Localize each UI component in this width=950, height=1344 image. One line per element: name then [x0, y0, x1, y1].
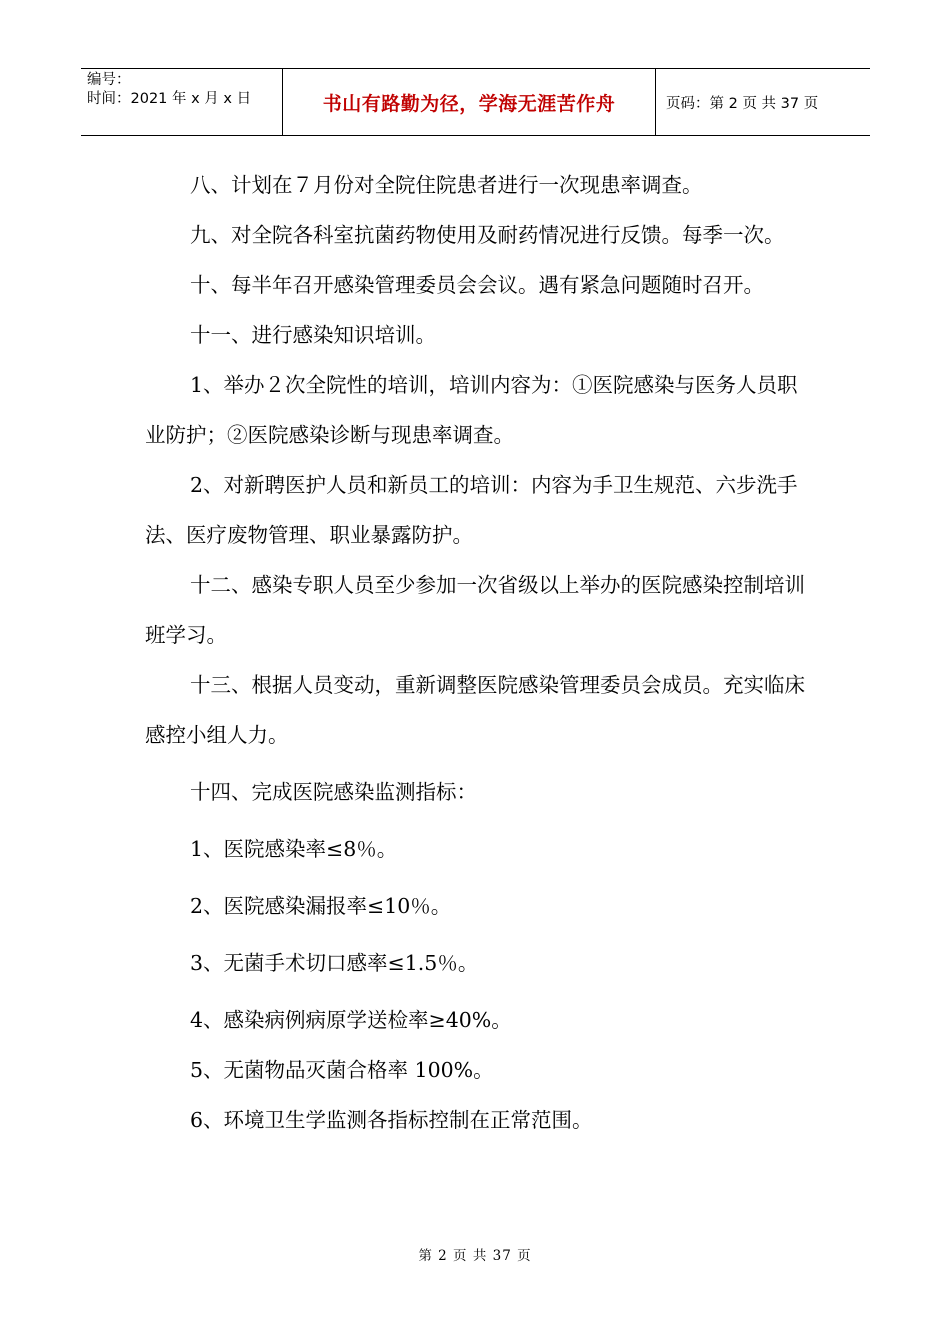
paragraph: 八、计划在７月份对全院住院患者进行一次现患率调查。: [190, 173, 703, 197]
header-page-info: 页码：第 2 页 共 37 页: [666, 95, 819, 112]
paragraph: 4、感染病例病原学送检率≥40%。: [190, 1008, 512, 1032]
header-motto-cell: [283, 69, 656, 135]
paragraph: 九、对全院各科室抗菌药物使用及耐药情况进行反馈。每季一次。: [190, 223, 785, 247]
paragraph: 十、每半年召开感染管理委员会会议。遇有紧急问题随时召开。: [190, 273, 764, 297]
paragraph: 十四、完成医院感染监测指标：: [190, 780, 477, 804]
paragraph: 1、医院感染率≤8％。: [190, 837, 398, 861]
paragraph: 1、举办２次全院性的培训，培训内容为：①医院感染与医务人员职业防护；②医院感染诊断与现患率调查。: [145, 373, 798, 447]
document-number-label: 编号：: [87, 72, 131, 88]
paragraph: 3、无菌手术切口感率≤1.5％。: [190, 951, 479, 975]
paragraph: 十二、感染专职人员至少参加一次省级以上举办的医院感染控制培训班学习。: [145, 573, 805, 647]
paragraph: 2、医院感染漏报率≤10％。: [190, 894, 452, 918]
header-page-cell: [656, 69, 870, 135]
header-motto: 书山有路勤为径，学海无涯苦作舟: [322, 92, 616, 115]
header-meta-cell: [81, 69, 283, 135]
paragraph: 6、环境卫生学监测各指标控制在正常范围。: [190, 1108, 593, 1132]
page-footer: 第 2 页 共 37 页: [418, 1248, 532, 1264]
document-header: [81, 68, 870, 136]
paragraph: 十三、根据人员变动，重新调整医院感染管理委员会成员。充实临床感控小组人力。: [145, 673, 805, 747]
paragraph: 5、无菌物品灭菌合格率 100%。: [190, 1058, 494, 1082]
document-date-label: 时间：2021 年 x 月 x 日: [87, 91, 252, 107]
document-body: [145, 160, 807, 1145]
paragraph: 2、对新聘医护人员和新员工的培训：内容为手卫生规范、六步洗手法、医疗废物管理、职业暴露防护。: [145, 473, 798, 547]
paragraph: 十一、进行感染知识培训。: [190, 323, 436, 347]
